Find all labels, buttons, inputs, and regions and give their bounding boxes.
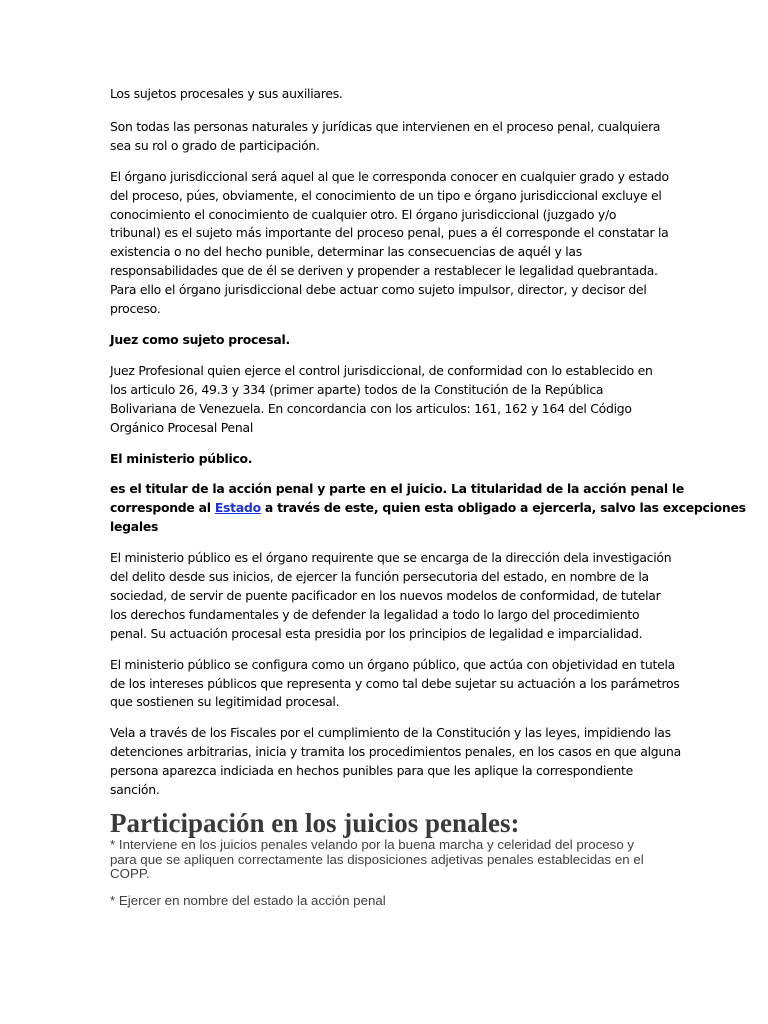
paragraph-juez-profesional <box>110 362 658 438</box>
text-line: es el titular de la acción penal y parte en el juicio. La titularidad de la acción penal le <box>110 481 685 497</box>
text-line: del proceso, púes, obviamente, el conocimiento de un tipo e órgano jurisdiccional excluye el <box>110 187 662 203</box>
text-line: * Interviene en los juicios penales velando por la buena marcha y celeridad del proceso y <box>110 837 635 852</box>
paragraph-titular-accion-penal <box>110 480 746 537</box>
text-line: sanción. <box>110 782 160 798</box>
text-line: penal. Su actuación procesal esta presidia por los principios de legalidad e imparcialidad. <box>110 625 643 641</box>
text-line: tribunal) es el sujeto más importante del proceso penal, pues a él corresponde el constatar la <box>110 225 669 241</box>
text-line: El ministerio público es el órgano requirente que se encarga de la dirección dela investigación <box>110 550 672 566</box>
text-line: los derechos fundamentales y de defender la legalidad a todo lo largo del procedimiento <box>110 606 640 622</box>
text-line: existencia o no del hecho punible, determinar las consecuencias de aquél y las <box>110 244 582 260</box>
heading-participacion: Participación en los juicios penales: <box>110 808 520 838</box>
text-line: El ministerio público se configura como un órgano público, que actúa con objetividad en tutela <box>110 656 675 672</box>
text-line: Para ello el órgano jurisdiccional debe actuar como sujeto impulsor, director, y decisor del <box>110 282 647 298</box>
text-line: del delito desde sus inicios, de ejercer la función persecutoria del estado, en nombre de la <box>110 569 649 585</box>
text-line: legales <box>110 519 159 535</box>
paragraph-fiscales <box>110 724 681 800</box>
text-line: COPP. <box>110 866 150 881</box>
text-line: Vela a través de los Fiscales por el cumplimiento de la Constitución y las leyes, impidiendo las <box>110 725 671 741</box>
text-line: Bolivariana de Venezuela. En concordancia con los articulos: 161, 162 y 164 del Código <box>110 400 632 416</box>
paragraph-organo-requirente <box>110 549 672 644</box>
text-line: para que se apliquen correctamente las disposiciones adjetivas penales establecidas en el <box>110 851 644 867</box>
text-line: Orgánico Procesal Penal <box>110 419 254 435</box>
heading-juez: Juez como sujeto procesal. <box>110 331 290 347</box>
doc-title: Los sujetos procesales y sus auxiliares. <box>110 86 343 101</box>
text-line: sea su rol o grado de participación. <box>110 137 320 153</box>
bullet-interviene <box>110 838 658 882</box>
estado-link[interactable]: Estado <box>214 500 261 516</box>
heading-ministerio-publico: El ministerio público. <box>110 450 253 466</box>
paragraph-organo-publico <box>110 656 680 713</box>
text-line: los articulo 26, 49.3 y 334 (primer aparte) todos de la Constitución de la República <box>110 381 604 397</box>
text-line: Juez Profesional quien ejerce el control jurisdiccional, de conformidad con lo establecido en <box>110 362 653 378</box>
text-segment: corresponde al <box>110 500 215 516</box>
paragraph-organo-jurisdiccional <box>110 168 669 319</box>
bullet-ejercer-accion: * Ejercer en nombre del estado la acción penal <box>110 892 386 908</box>
text-line <box>110 499 746 518</box>
text-line: que sostienen su legitimidad procesal. <box>110 694 340 710</box>
text-line: persona aparezca indiciada en hechos punibles para que les aplique la correspondiente <box>110 763 633 779</box>
text-line: El órgano jurisdiccional será aquel al que le corresponda conocer en cualquier grado y estado <box>110 168 669 184</box>
text-line: Son todas las personas naturales y jurídicas que intervienen en el proceso penal, cualquiera <box>110 118 661 134</box>
text-segment: a través de este, quien esta obligado a ejercerla, salvo las excepciones <box>260 500 746 516</box>
text-line: sociedad, de servir de puente pacificador en los nuevos modelos de conformidad, de tutelar <box>110 587 661 603</box>
text-line: conocimiento el conocimiento de cualquier otro. El órgano jurisdiccional (juzgado y/o <box>110 206 617 222</box>
text-line: proceso. <box>110 301 161 317</box>
text-line: de los intereses públicos que representa y como tal debe sujetar su actuación a los parámetros <box>110 675 680 691</box>
text-line: responsabilidades que de él se deriven y propender a restablecer le legalidad quebrantada. <box>110 263 658 279</box>
paragraph-sujetos <box>110 118 661 156</box>
text-line: detenciones arbitrarias, inicia y tramita los procedimientos penales, en los casos en que alguna <box>110 744 681 760</box>
